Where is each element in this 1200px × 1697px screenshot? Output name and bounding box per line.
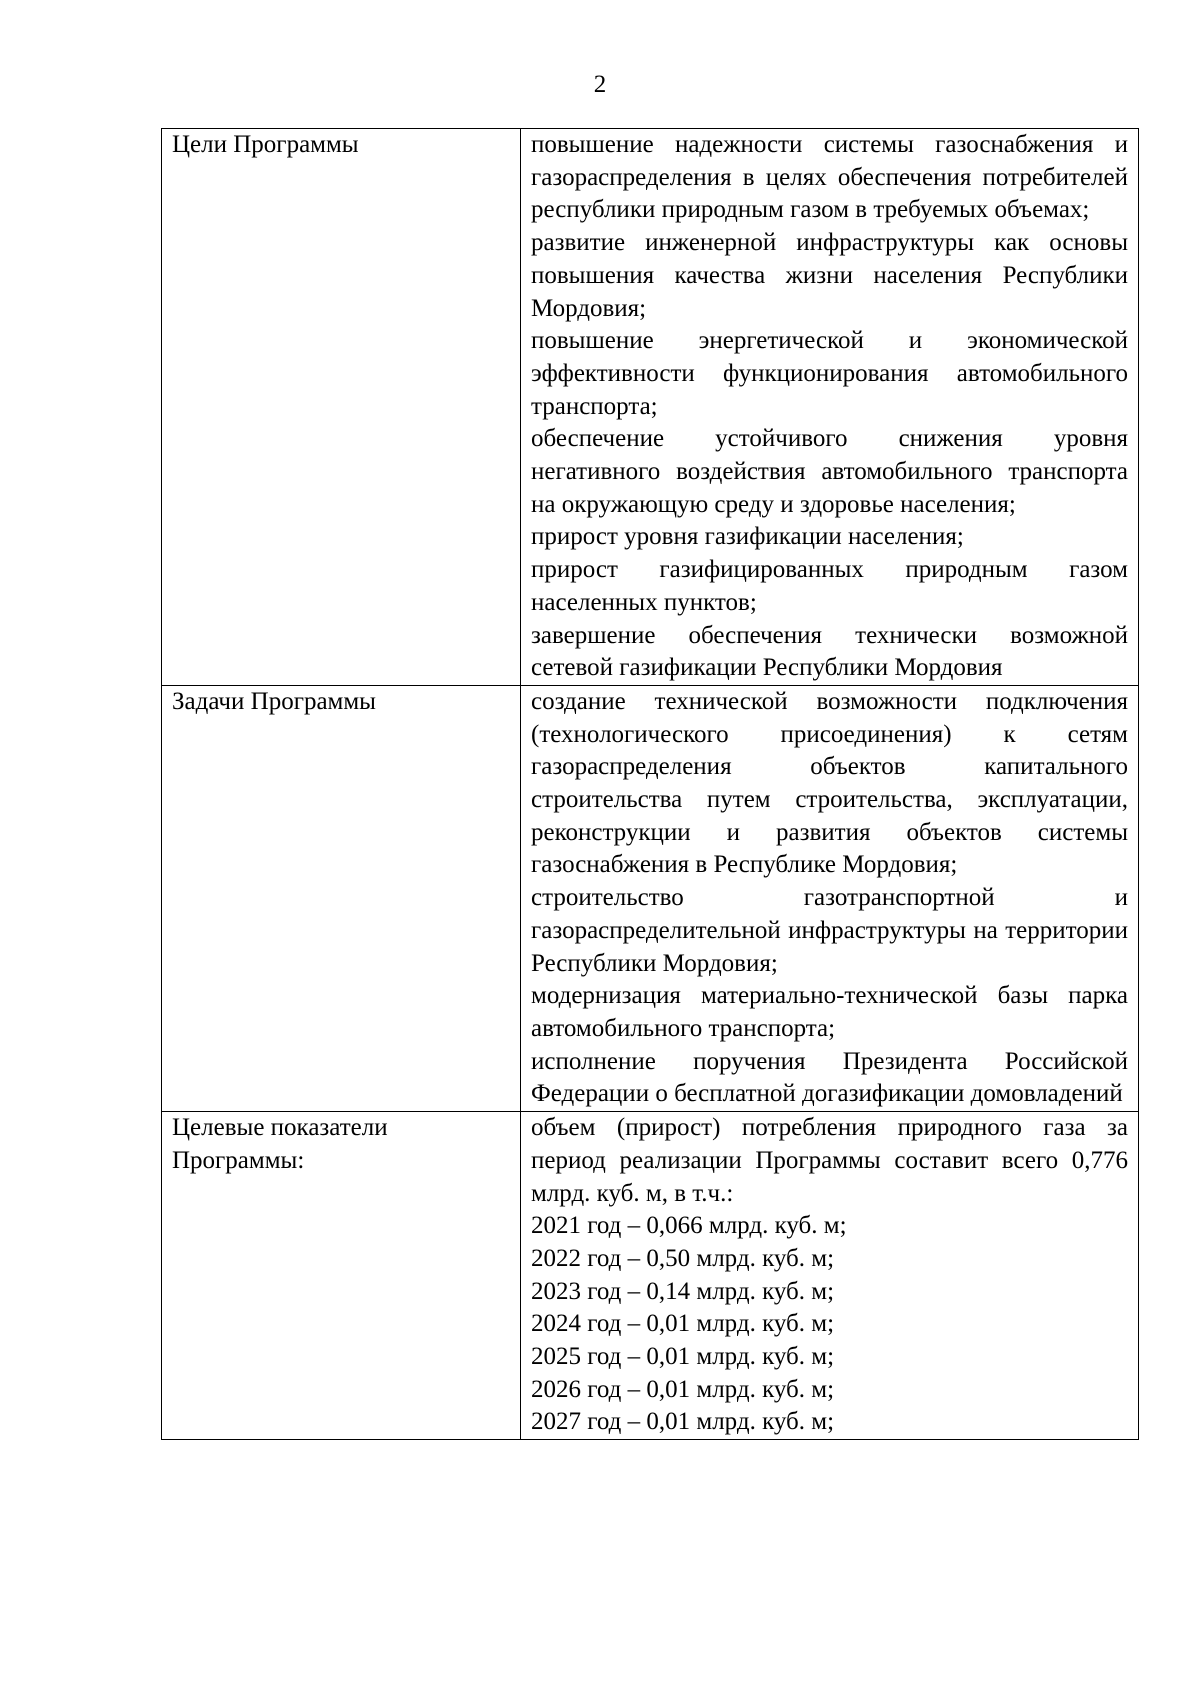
row-value-goals — [521, 129, 1139, 686]
indicator-year-line: 2022 год – 0,50 млрд. куб. м; — [531, 1244, 835, 1272]
row-label-text: Цели Программы — [172, 131, 359, 158]
indicator-year-line: 2024 год – 0,01 млрд. куб. м; — [531, 1310, 835, 1338]
table-row-goals — [162, 129, 1139, 686]
indicator-year-line: 2023 год – 0,14 млрд. куб. м; — [531, 1277, 835, 1305]
goal-paragraph: повышение энергетической и экономической эффективности функционирования автомобильного транспорта; — [531, 327, 1128, 420]
row-label-indicators — [162, 1112, 521, 1440]
task-paragraph: исполнение поручения Президента Российской Федерации о бесплатной догазификации домовладений — [531, 1047, 1128, 1108]
row-value-indicators — [521, 1112, 1139, 1440]
indicator-year-line: 2026 год – 0,01 млрд. куб. м; — [531, 1375, 835, 1403]
goal-paragraph: прирост газифицированных природным газом населенных пунктов; — [531, 556, 1128, 616]
indicator-paragraph: объем (прирост) потребления природного газа за период реализации Программы составит всего 0,776 млрд. куб. м, в т.ч.: — [531, 1114, 1128, 1207]
goal-paragraph: прирост уровня газификации населения; — [531, 523, 964, 551]
program-passport-table — [161, 128, 1139, 1440]
task-paragraph: создание технической возможности подключения (технологического присоединения) к сетям газораспределения объектов капитального строительства путем строительства, эксплуатации, реконструкции и развития объектов системы газоснабжения в Республике Мордовия; — [531, 687, 1128, 879]
page-number: 2 — [593, 71, 607, 98]
row-label-tasks — [162, 685, 521, 1111]
table-row-indicators — [162, 1112, 1139, 1440]
task-paragraph: строительство газотранспортной и газораспределительной инфраструктуры на территории Республики Мордовия; — [531, 884, 1128, 977]
goal-paragraph: повышение надежности системы газоснабжения и газораспределения в целях обеспечения потребителей республики природным газом в требуемых объемах; — [531, 131, 1128, 224]
row-label-text: Целевые показатели Программы: — [172, 1114, 388, 1174]
row-label-goals — [162, 129, 521, 686]
row-value-tasks — [521, 685, 1139, 1111]
indicator-year-line: 2027 год – 0,01 млрд. куб. м; — [531, 1408, 835, 1436]
table-row-tasks — [162, 685, 1139, 1111]
indicator-year-line: 2025 год – 0,01 млрд. куб. м; — [531, 1343, 835, 1371]
indicator-year-line: 2021 год – 0,066 млрд. куб. м; — [531, 1212, 847, 1240]
goal-paragraph: завершение обеспечения технически возможной сетевой газификации Республики Мордовия — [531, 621, 1128, 682]
row-label-text: Задачи Программы — [172, 687, 376, 715]
task-paragraph: модернизация материально-технической базы парка автомобильного транспорта; — [531, 982, 1128, 1042]
goal-paragraph: развитие инженерной инфраструктуры как основы повышения качества жизни населения Республики Мордовия; — [531, 229, 1128, 322]
goal-paragraph: обеспечение устойчивого снижения уровня негативного воздействия автомобильного транспорта на окружающую среду и здоровье населения; — [531, 425, 1128, 518]
